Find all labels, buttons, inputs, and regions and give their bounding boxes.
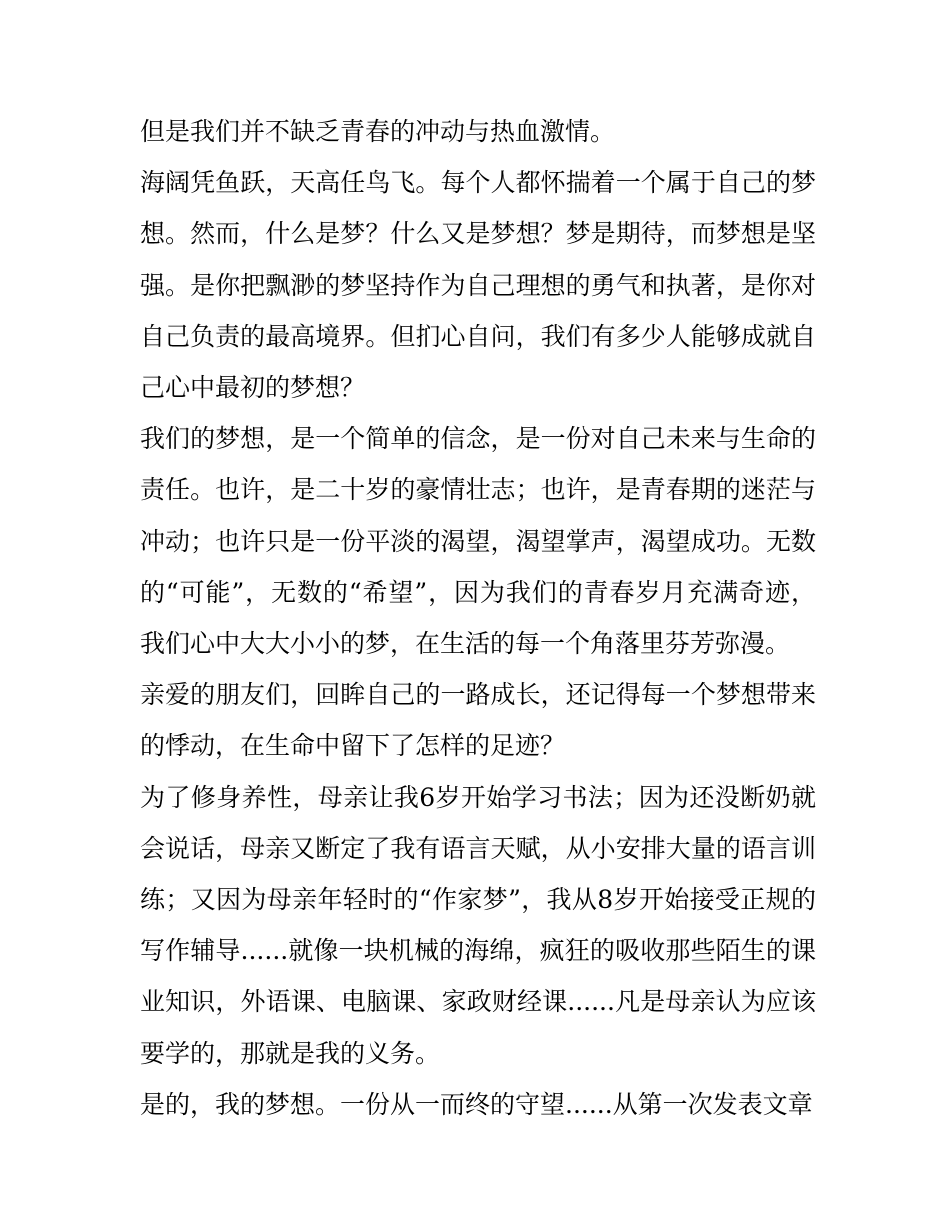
document-body [140,106,816,1130]
paragraph-5: 为了修身养性，母亲让我6岁开始学习书法；因为还没断奶就会说话，母亲又断定了我有语言天赋，从小安排大量的语言训练；又因为母亲年轻时的“作家梦”，我从8岁开始接受正规的写作辅导......就像一块机械的海绵，疯狂的吸收那些陌生的课业知识，外语课、电脑课、家政财经课......凡是母亲认为应该要学的，那就是我的义务。 [140,782,816,1068]
paragraph-6: 是的，我的梦想。一份从一而终的守望......从第一次发表文章 [140,1089,813,1119]
paragraph-4: 亲爱的朋友们，回眸自己的一路成长，还记得每一个梦想带来的悸动，在生命中留下了怎样的足迹？ [140,680,816,761]
paragraph-1: 但是我们并不缺乏青春的冲动与热血激情。 [140,117,616,146]
paragraph-2: 海阔凭鱼跃，天高任鸟飞。每个人都怀揣着一个属于自己的梦想。然而，什么是梦？什么又是梦想？梦是期待，而梦想是坚强。是你把飘渺的梦坚持作为自己理想的勇气和执著，是你对自己负责的最高境界。但扪心自问，我们有多少人能够成就自己心中最初的梦想？ [140,168,816,403]
paragraph-3: 我们的梦想，是一个简单的信念，是一份对自己未来与生命的责任。也许，是二十岁的豪情壮志；也许，是青春期的迷茫与冲动；也许只是一份平淡的渴望，渴望掌声，渴望成功。无数的“可能”，无数的“希望”，因为我们的青春岁月充满奇迹，我们心中大大小小的梦，在生活的每一个角落里芬芳弥漫。 [140,424,816,659]
